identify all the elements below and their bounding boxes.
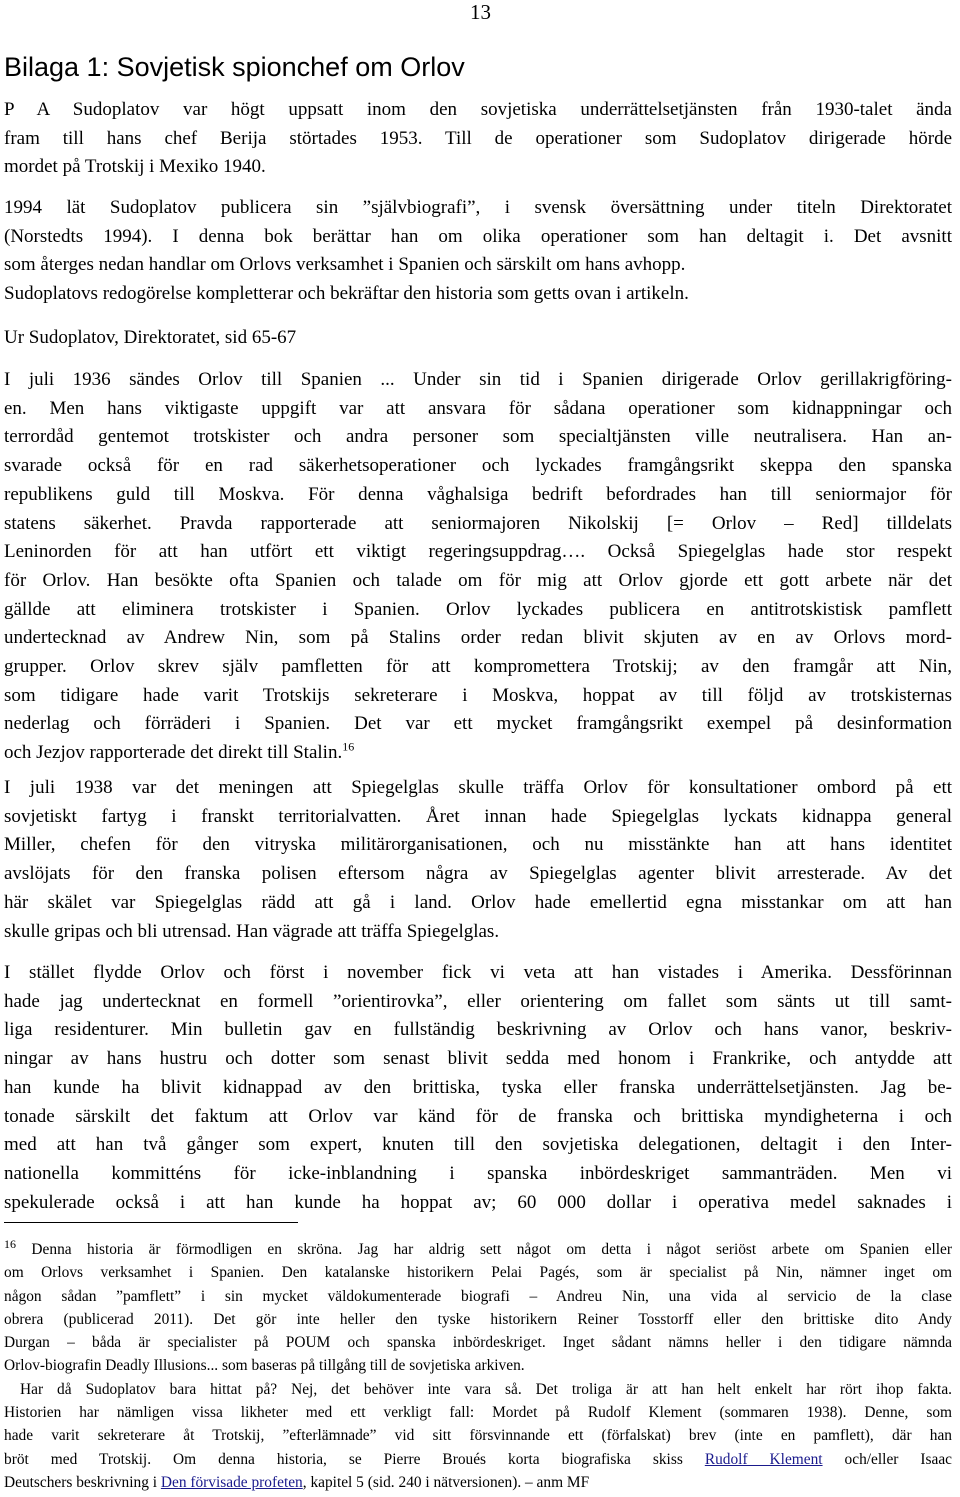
footnote-text: Deutschers beskrivning i [4,1473,161,1491]
rudolf-klement-link[interactable]: Rudolf Klement [704,1450,823,1468]
footnote-16 [4,1238,952,1494]
text-line: som återges nedan handlar om Orlovs verksamhet i Spanien och särskilt om hans avhopp. [4,254,686,276]
text-line: svarade också för en rad säkerhetsoperationer och lyckades framgångsrikt skeppa den spanska [4,455,952,477]
text-line: med att han två gånger som expert, knuten till den sovjetiska delegationen, deltagit i den Inter- [4,1134,952,1156]
footnote-line: Har då Sudoplatov bara hittat på? Nej, det behöver inte vara så. Det troliga är att han helt enkelt har rört ihop fakta. [20,1380,952,1398]
footnote-text: , kapitel 5 (sid. 240 i nätversionen). – anm MF [302,1473,590,1491]
footnote-text: Denna historia är förmodligen en skröna. Jag har aldrig sett något om detta i något seriöst arbete om Spanien eller [31,1241,952,1258]
text-line: Leninorden för att han utfört ett viktigt regeringsuppdrag…. Också Spiegelglas hade stor respekt [4,541,952,563]
quote-paragraph-3 [4,959,952,1217]
text-line: sovjetiskt fartyg i franskt territorialvatten. Året innan hade Spiegelglas lyckats kidnappa general [4,805,952,827]
footnote-line [4,1238,952,1261]
text-line: liga residenturer. Min bulletin gav en fullständig beskrivning av Orlov och hans vanor, beskriv- [4,1019,952,1041]
text-line: hade jag undertecknat en formell ”orientirovka”, eller orientering om fallet som sänts ut till samt- [4,990,952,1012]
page-title: Bilaga 1: Sovjetisk spionchef om Orlov [4,52,465,82]
text-line: för Orlov. Han besökte ofta Spanien och talade om för mig att Orlov gjorde ett gott arbete när det [4,569,952,591]
text-line: mordet på Trotskij i Mexiko 1940. [4,156,266,178]
text-line: republikens guld till Moskva. För denna våghalsiga bedrift befordrades han till seniormajor för [4,483,952,505]
text-line: P A Sudoplatov var högt uppsatt inom den sovjetiska underrättelsetjänsten från 1930-talet ända [4,99,952,120]
text-line: fram till hans chef Berija störtades 1953. Till de operationer som Sudoplatov dirigerade hörde [4,127,952,149]
intro-paragraph-1 [4,96,952,182]
text-line-with-footnote [4,739,952,768]
text-line: tonade särskilt det faktum att Orlov var känd för de franska och brittiska myndigheterna i och [4,1105,952,1127]
footnote-line: Historien har nämligen vissa likheter med ett verkligt fall: Mordet på Rudolf Klement (sommaren 1938). Denne, som [4,1404,952,1422]
section-subheading: Ur Sudoplatov, Direktoratet, sid 65-67 [4,327,297,348]
footnote-line: Durgan – båda är specialister på POUM och spanska inbördeskriget. Inget sådant nämns heller i den tidigare nämnda [4,1334,952,1352]
text-line: spekulerade också i att han kunde ha hoppat av; 60 000 dollar i operativa medel saknades i [4,1191,952,1213]
intro-paragraph-2 [4,194,952,309]
quote-paragraph-2 [4,774,952,946]
text-line: skulle gripas och bli utrensad. Han vägrade att träffa Spiegelglas. [4,920,500,942]
text-line: I juli 1936 sändes Orlov till Spanien ... Under sin tid i Spanien dirigerade Orlov gerillakrigföring- [4,369,952,390]
footnote-line [4,1471,952,1494]
footnote-text: och/eller Isaac [822,1450,952,1468]
text-line: statens säkerhet. Pravda rapporterade att seniormajoren Nikolskij [= Orlov – Red] tilldelats [4,512,952,534]
footnote-line: obrera (publicerad 2011). Det gör inte heller den tyske historikern Reiner Tosstorff eller den brittiske dito Andy [4,1310,952,1328]
text-line: ningar av hans hustru och dotter som senast blivit sedda med honom i Frankrike, och antydde att [4,1048,952,1070]
text-line: en. Men hans viktigaste uppgift var att ansvara för sådana operationer som kidnappningar och [4,397,952,419]
footnote-text: bröt med Trotskij. Om denna historia, se Pierre Broués korta biografiska skiss [4,1450,705,1468]
text-line: nationella kommitténs för icke-inblandning i spanska inbördeskriget sammanträden. Men vi [4,1162,952,1184]
footnote-divider [4,1222,298,1223]
text-line: som tidigare hade varit Trotskijs sekreterare i Moskva, hoppat av till följd av trotskisternas [4,684,952,706]
text-line: grupper. Orlov skrev själv pamfletten för att kompromettera Trotskij; av den framgår att Nin, [4,656,952,678]
quote-paragraph-1 [4,366,952,768]
text-line: Miller, chefen för den vitryska militärorganisationen, och nu misstänkte han att hans identitet [4,834,952,856]
text-line: avslöjats för den franska polisen eftersom några av Spiegelglas agenter blivit arresterade. Av det [4,863,952,885]
text-line: (Norstedts 1994). I denna bok berättar han om olika operationer som han deltagit i. Det avsnitt [4,225,952,247]
text-line: I juli 1938 var det meningen att Spiegelglas skulle träffa Orlov för konsultationer ombord på ett [4,777,952,798]
den-forvisade-profeten-link[interactable]: Den förvisade profeten [160,1473,303,1491]
footnote-line: hade varit sekreterare åt Trotskij, ”efterlämnade” vid sitt försvinnande ett (förfalskat) brev (inte en pamflett), där han [4,1427,952,1445]
text-line: nederlag och förräderi i Spanien. Det var ett mycket framgångsrikt exempel på desinformation [4,713,952,735]
footnote-reference[interactable]: 16 [342,739,355,754]
text-line: han kunde ha blivit kidnappad av den brittiska, tyska eller franska underrättelsetjänsten. Jag be- [4,1076,952,1098]
footnote-line: Orlov-biografin Deadly Illusions... som baseras på tillgång till de sovjetiska arkiven. [4,1357,525,1375]
text-line: Sudoplatovs redogörelse kompletterar och bekräftar den historia som getts ovan i artikeln. [4,283,689,305]
footnote-line: någon sådan ”pamflett” i sin mycket väldokumenterade biografi – Andreu Nin, una vida al servicio de la clase [4,1287,952,1305]
footnote-number: 16 [4,1236,16,1251]
page-number: 13 [470,0,491,24]
footnote-line: om Orlovs verksamhet i Spanien. Den katalanske historikern Pelai Pagés, som är specialist på Nin, nämner inget om [4,1264,952,1282]
text-line: undertecknad av Andrew Nin, som på Stalins order redan blivit skjuten av en av Orlovs mord- [4,627,952,649]
text-line: 1994 lät Sudoplatov publicera sin ”självbiografi”, i svensk översättning under titeln Direktoratet [4,197,952,218]
text-line: och Jezjov rapporterade det direkt till Stalin. [4,742,343,764]
text-line: I stället flydde Orlov och först i november fick vi veta att han vistades i Amerika. Dessförinnan [4,962,952,983]
text-line: här skälet var Spiegelglas rädd att gå i land. Orlov hade emellertid egna misstankar om att han [4,891,952,913]
text-line: gällde att eliminera trotskister i Spanien. Orlov lyckades publicera en antitrotskistisk pamflett [4,598,952,620]
footnote-line [4,1448,952,1471]
text-line: terrordåd gentemot trotskister och andra personer som specialtjänsten ville neutralisera. Han an- [4,426,952,448]
